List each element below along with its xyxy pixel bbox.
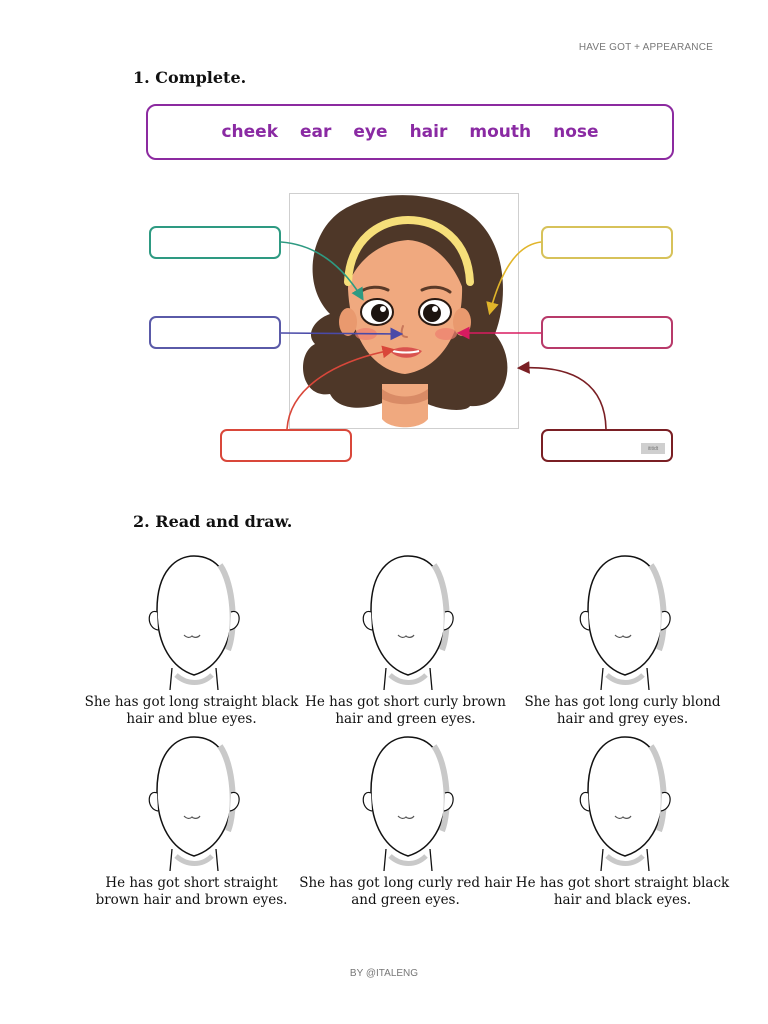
draw-cell (515, 550, 730, 728)
worksheet-topic-tag: HAVE GOT + APPEARANCE (578, 42, 713, 53)
answer-box-cheek[interactable] (541, 316, 673, 349)
word-bank-item: eye (353, 122, 388, 142)
word-bank-item: hair (409, 122, 448, 142)
drawing-caption: He has got short straight black hair and black eyes. (515, 875, 730, 908)
draw-cell (298, 550, 513, 728)
drawing-caption: He has got short straight brown hair and brown eyes. (95, 875, 288, 908)
blank-head-outline[interactable] (563, 731, 683, 871)
girl-face-drawing (290, 194, 519, 429)
section-2-title: 2. Read and draw. (133, 512, 293, 531)
draw-cell (84, 550, 299, 728)
drawing-caption: She has got long curly red hair and green eyes. (299, 875, 512, 908)
answer-box-nose[interactable] (149, 316, 281, 349)
drawing-caption: She has got long straight black hair and blue eyes. (84, 694, 299, 727)
drawing-caption: She has got long curly blond hair and grey eyes. (524, 694, 721, 727)
draw-cell (84, 731, 299, 909)
blank-head-outline[interactable] (563, 550, 683, 690)
stamp-mark: ititidt (641, 443, 665, 454)
word-bank-item: cheek (221, 122, 279, 142)
draw-cell (515, 731, 730, 909)
section-1-title: 1. Complete. (133, 68, 247, 87)
footer-credit: BY @ITALENG (349, 968, 419, 979)
drawing-caption: He has got short curly brown hair and green eyes. (305, 694, 506, 727)
face-illustration (289, 193, 519, 429)
blank-head-outline[interactable] (346, 550, 466, 690)
answer-box-eye[interactable] (149, 226, 281, 259)
draw-cell (298, 731, 513, 909)
word-bank-item: nose (553, 122, 599, 142)
blank-head-outline[interactable] (132, 550, 252, 690)
arrow-hair (520, 368, 606, 429)
word-bank (146, 104, 674, 160)
blank-head-outline[interactable] (132, 731, 252, 871)
word-bank-item: ear (300, 122, 332, 142)
word-bank-item: mouth (469, 122, 532, 142)
blank-head-outline[interactable] (346, 731, 466, 871)
answer-box-hair[interactable] (541, 429, 673, 462)
answer-box-ear[interactable] (541, 226, 673, 259)
answer-box-mouth[interactable] (220, 429, 352, 462)
